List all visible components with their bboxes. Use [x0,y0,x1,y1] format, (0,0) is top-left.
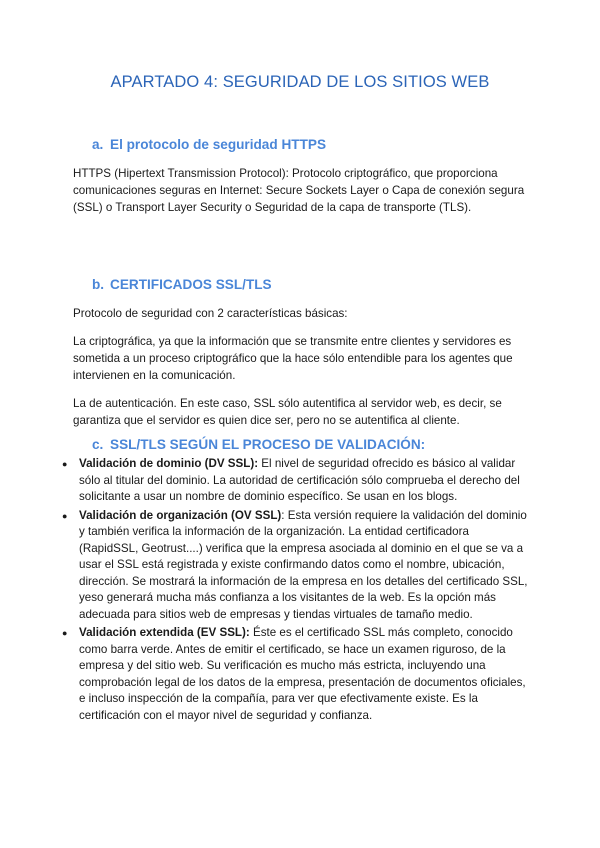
list-item-dv-ssl [60,456,530,506]
bullet-icon: ● [62,510,68,521]
bullet-icon: ● [62,459,68,469]
section-letter: a. [92,137,104,152]
section-title: SSL/TLS SEGÚN EL PROCESO DE VALIDACIÓN: [110,437,426,452]
paragraph-criptografica: La criptográfica, ya que la información que se transmite entre clientes y servidores es sometida a un proceso criptográfico que la hace sólo entendible para los agentes que intervienen en la comunicación. [73,335,513,382]
list-item-ov-ssl [60,508,530,624]
paragraph-intro: Protocolo de seguridad con 2 características básicas: [73,307,348,320]
bullet-text: Éste es el certificado SSL más completo, conocido como barra verde. Antes de emitir el certificado, se hace un examen riguroso, de la empresa y del sitio web. Su verificación es mucho más estricta, incluyendo una comprobación legal de los datos de la empresa, presentación de documentos oficiales, e incluso inspección de la compañía, para ver que efectivamente existe. Es la certificación con el mayor nivel de seguridad y confianza. [79,626,526,722]
validation-list [60,456,530,726]
section-heading-validacion [92,437,425,452]
paragraph-autenticacion: La de autenticación. En este caso, SSL sólo autentifica al servidor web, es decir, se garantiza que el servidor es quien dice ser, pero no se autentifica al cliente. [73,397,502,427]
bullet-term: Validación de organización (OV SSL) [79,508,282,522]
page-title: APARTADO 4: SEGURIDAD DE LOS SITIOS WEB [110,73,490,91]
bullet-text: : Esta versión requiere la validación del dominio y también verifica la información de la organización. La entidad certificadora (RapidSSL, Geotrust....) verifica que la empresa asociada al dominio en el que se va a usar el SSL está registrada y existe confirmando datos como el nombre, ubicación, dirección. Se mostrará la información de la empresa en los detalles del certificado SSL, yeso generará mucha más confianza a los visitantes de la web. Es la opción más adecuada para sitios web de empresas y tiendas virtuales de tamaño medio. [79,508,528,621]
section-title: CERTIFICADOS SSL/TLS [110,277,272,292]
paragraph-https-definition: HTTPS (Hipertext Transmission Protocol): Protocolo criptográfico, que proporciona comunicaciones seguras en Internet: Secure Sockets Layer o Capa de conexión segura (SSL) o Transport Layer Security o Seguridad de la capa de transporte (TLS). [73,167,525,214]
list-item-ev-ssl [60,625,530,724]
section-heading-https [92,137,326,152]
bullet-term: Validación extendida (EV SSL): [79,626,250,639]
section-letter: c. [92,437,104,452]
bullet-icon: ● [62,628,68,638]
bullet-text: El nivel de seguridad ofrecido es básico al validar sólo al titular del dominio. La autoridad de certificación sólo comprueba el derecho del solicitante a usar un nombre de dominio específico. Se usan en los blogs. [79,457,520,503]
section-letter: b. [92,277,105,292]
section-heading-certificados [92,277,272,292]
bullet-term: Validación de dominio (DV SSL): [79,457,259,470]
section-title: El protocolo de seguridad HTTPS [110,137,327,152]
